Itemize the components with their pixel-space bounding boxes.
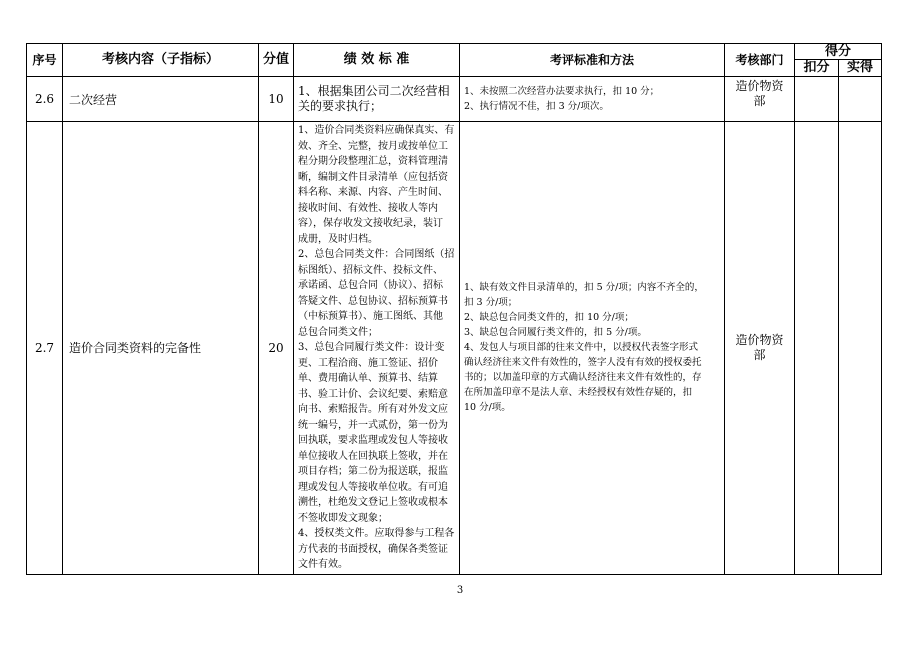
standard-line: 晰，编制文件目录清单（应包括资 — [298, 171, 448, 183]
header-method: 考评标准和方法 — [460, 44, 725, 77]
row-score: 20 — [259, 122, 294, 575]
method-line: 3、缺总包合同履行类文件的，扣 5 分/项。 — [464, 327, 647, 339]
row-content: 造价合同类资料的完备性 — [63, 122, 259, 575]
method-line: 扣 3 分/项； — [464, 297, 518, 309]
standard-line: 单、费用确认单、预算书、结算 — [298, 373, 438, 384]
row-standard — [294, 77, 460, 122]
standard-line: 向书、索赔报告。所有对外发文应 — [298, 404, 448, 415]
dept-line: 造价物资 — [735, 332, 784, 347]
standard-line: 标图纸）、招标文件、投标文件、 — [298, 264, 443, 276]
standard-line: 回执联，要求监理或发包人等接收 — [298, 435, 448, 446]
method-line: 4、发包人与项目部的往来文件中，以授权代表签字形式 — [464, 342, 699, 354]
method-line: 2、缺总包合同类文件的，扣 10 分/项； — [464, 312, 634, 324]
standard-line: 不签收即发文现象； — [298, 512, 388, 524]
page-number: 3 — [456, 585, 464, 596]
standard-line: 2、总包合同类文件：合同图纸（招 — [298, 249, 455, 260]
dept-line: 部 — [753, 94, 766, 108]
standard-line: 溯性，杜绝发文登记上签收或根本 — [298, 497, 448, 508]
header-content: 考核内容（子指标） — [63, 44, 259, 77]
method-line: 2、执行情况不佳，扣 3 分/项次。 — [464, 101, 609, 112]
dept-line: 造价物资 — [735, 79, 784, 93]
dept-line: 部 — [753, 347, 766, 362]
header-seq: 序号 — [27, 44, 63, 77]
standard-line: 书、验工计价、会议纪要、索赔意 — [298, 388, 448, 400]
standard-line: （中标预算书）、施工图纸、其他 — [298, 311, 443, 322]
row-deduct — [795, 122, 839, 575]
standard-line: 1、造价合同类资料应确保真实、有 — [298, 125, 455, 136]
row-score: 10 — [259, 77, 294, 122]
standard-line: 程分期分段整理汇总，资料管理清 — [298, 156, 448, 167]
header-row — [27, 44, 882, 60]
standard-line: 更、工程洽商、施工签证、招价 — [298, 357, 438, 369]
standard-line: 成册，及时归档。 — [298, 233, 378, 245]
row-seq: 2.7 — [27, 122, 63, 575]
row-actual — [839, 122, 882, 575]
method-line: 确认经济往来文件有效性的，签字人没有有效的授权委托 — [464, 357, 702, 369]
method-line: 书的；以加盖印章的方式确认经济往来文件有效性的，存 — [464, 372, 702, 384]
standard-line: 1、根据集团公司二次经营相 — [298, 84, 450, 98]
row-deduct — [795, 77, 839, 122]
standard-line: 4、授权类文件。应取得参与工程各 — [298, 528, 455, 539]
row-content: 二次经营 — [63, 77, 259, 122]
assessment-table — [26, 43, 882, 575]
standard-line: 承诺函、总包合同（协议）、招标 — [298, 280, 443, 291]
standard-line: 容），保存收发文接收纪录，装订 — [298, 218, 443, 229]
table-row — [27, 122, 882, 575]
method-line: 1、缺有效文件目录清单的，扣 5 分/项；内容不齐全的， — [464, 282, 704, 294]
row-dept — [725, 122, 795, 575]
header-score: 分值 — [259, 44, 294, 77]
row-method — [460, 122, 725, 575]
standard-line: 文件有效。 — [298, 559, 348, 570]
standard-line: 方代表的书面授权，确保各类签证 — [298, 543, 448, 555]
standard-line: 效、齐全、完整，按月或按单位工 — [298, 140, 448, 152]
row-seq: 2.6 — [27, 77, 63, 122]
header-standard: 绩 效 标 准 — [294, 44, 460, 77]
standard-line: 项目存档；第二份为报送联，报监 — [298, 466, 448, 477]
standard-line: 总包合同类文件； — [298, 326, 378, 338]
header-deduct: 扣分 — [795, 60, 839, 77]
row-dept — [725, 77, 795, 122]
table-row — [27, 77, 882, 122]
header-dept: 考核部门 — [725, 44, 795, 77]
method-line: 10 分/项。 — [464, 402, 511, 414]
standard-line: 单位接收人在回执联上签收，并在 — [298, 450, 448, 462]
standard-line: 3、总包合同履行类文件：设计变 — [298, 342, 445, 353]
standard-line: 理或发包人等接收单位收。有可追 — [298, 481, 448, 493]
standard-line: 关的要求执行； — [298, 99, 383, 113]
header-points: 得分 — [795, 44, 882, 60]
row-method — [460, 77, 725, 122]
standard-line: 接收时间、有效性、接收人等内 — [298, 202, 438, 214]
header-actual: 实得 — [839, 60, 882, 77]
standard-line: 答疑文件、总包协议、招标预算书 — [298, 295, 448, 307]
row-actual — [839, 77, 882, 122]
standard-line: 统一编号，并一式贰份，第一份为 — [298, 419, 448, 431]
row-standard — [294, 122, 460, 575]
method-line: 1、未按照二次经营办法要求执行，扣 10 分； — [464, 86, 660, 97]
standard-line: 料名称、来源、内容、产生时间、 — [298, 187, 448, 198]
method-line: 在所加盖印章不是法人章、未经授权有效性存疑的，扣 — [464, 387, 693, 399]
